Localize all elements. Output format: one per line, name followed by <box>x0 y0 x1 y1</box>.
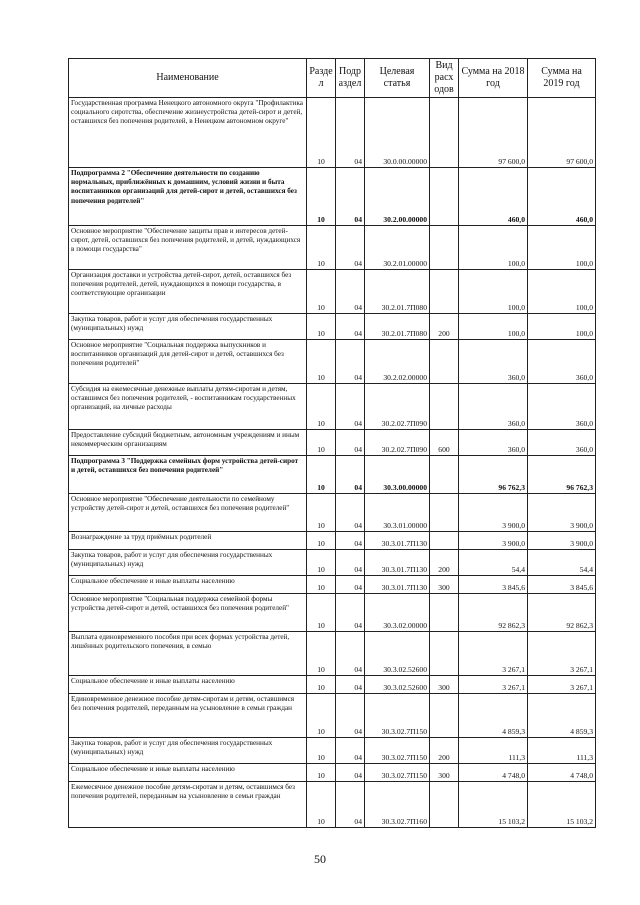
header-vid: Вид расх одов <box>430 59 459 98</box>
row-sum-2019: 100,0 <box>528 270 596 314</box>
row-razdel: 10 <box>307 550 336 576</box>
row-name: Основное мероприятие "Социальная поддержка семейной формы устройства детей-сирот и детей, оставшихся без попечения родителей" <box>69 594 307 632</box>
row-razdel: 10 <box>307 270 336 314</box>
row-name: Предоставление субсидий бюджетным, автономным учреждениям и иным некоммерческим организациям <box>69 430 307 456</box>
table-row <box>69 270 596 314</box>
table-body <box>69 98 596 828</box>
table-row <box>69 168 596 226</box>
row-name: Единовременное денежное пособие детям-сиротам и детям, оставшимся без попечения родителей, переданным на усыновление в семьи граждан <box>69 694 307 738</box>
table-row <box>69 550 596 576</box>
table-row <box>69 738 596 764</box>
header-razdel: Разде л <box>307 59 336 98</box>
row-sum-2018: 4 748,0 <box>459 764 528 782</box>
table-row <box>69 456 596 494</box>
row-podrazdel: 04 <box>336 340 365 384</box>
row-podrazdel: 04 <box>336 532 365 550</box>
row-sum-2018: 92 862,3 <box>459 594 528 632</box>
table-row <box>69 782 596 828</box>
row-sum-2018: 460,0 <box>459 168 528 226</box>
row-sum-2018: 54,4 <box>459 550 528 576</box>
row-name: Подпрограмма 3 "Поддержка семейных форм устройства детей-сирот и детей, оставшихся без попечения родителей" <box>69 456 307 494</box>
row-statya: 30.3.00.00000 <box>365 456 430 494</box>
row-statya: 30.2.02.7П090 <box>365 430 430 456</box>
row-podrazdel: 04 <box>336 314 365 340</box>
row-sum-2019: 3 267,1 <box>528 632 596 676</box>
row-name: Закупка товаров, работ и услуг для обеспечения государственных (муниципальных) нужд <box>69 314 307 340</box>
row-statya: 30.3.01.7П130 <box>365 550 430 576</box>
row-name: Основное мероприятие "Обеспечение деятельности по семейному устройству детей-сирот и детей, оставшихся без попечения родителей" <box>69 494 307 532</box>
table-row <box>69 594 596 632</box>
row-vid <box>430 494 459 532</box>
row-sum-2019: 3 845,6 <box>528 576 596 594</box>
row-vid <box>430 532 459 550</box>
row-razdel: 10 <box>307 632 336 676</box>
table-row <box>69 340 596 384</box>
row-vid <box>430 168 459 226</box>
row-statya: 30.2.01.00000 <box>365 226 430 270</box>
row-statya: 30.2.00.00000 <box>365 168 430 226</box>
table-row <box>69 98 596 168</box>
row-podrazdel: 04 <box>336 782 365 828</box>
row-sum-2019: 54,4 <box>528 550 596 576</box>
row-vid: 300 <box>430 764 459 782</box>
table-row <box>69 676 596 694</box>
row-sum-2018: 360,0 <box>459 384 528 430</box>
row-sum-2019: 96 762,3 <box>528 456 596 494</box>
row-vid <box>430 226 459 270</box>
row-razdel: 10 <box>307 738 336 764</box>
row-sum-2018: 100,0 <box>459 314 528 340</box>
row-vid <box>430 340 459 384</box>
header-podrazdel: Подр аздел <box>336 59 365 98</box>
row-name: Подпрограмма 2 "Обеспечение деятельности по созданию нормальных, приближённых к домашним, условий жизни и быта воспитанников организаций для детей-сирот и детей, оставшихся без попечения родителей" <box>69 168 307 226</box>
row-podrazdel: 04 <box>336 694 365 738</box>
row-vid: 300 <box>430 676 459 694</box>
row-razdel: 10 <box>307 576 336 594</box>
row-vid: 600 <box>430 430 459 456</box>
row-name: Организация доставки и устройства детей-сирот, детей, оставшихся без попечения родителей, детей, нуждающихся в помощи государства, в соответствующие организации <box>69 270 307 314</box>
row-sum-2019: 92 862,3 <box>528 594 596 632</box>
row-vid <box>430 384 459 430</box>
row-podrazdel: 04 <box>336 594 365 632</box>
row-vid <box>430 98 459 168</box>
row-sum-2018: 3 267,1 <box>459 632 528 676</box>
header-statya: Целевая статья <box>365 59 430 98</box>
row-vid <box>430 270 459 314</box>
row-podrazdel: 04 <box>336 494 365 532</box>
table-row <box>69 694 596 738</box>
row-sum-2019: 460,0 <box>528 168 596 226</box>
row-name: Социальное обеспечение и иные выплаты населению <box>69 576 307 594</box>
row-sum-2018: 3 900,0 <box>459 532 528 550</box>
row-statya: 30.2.02.00000 <box>365 340 430 384</box>
row-vid: 200 <box>430 314 459 340</box>
row-sum-2018: 360,0 <box>459 430 528 456</box>
row-vid <box>430 694 459 738</box>
row-name: Основное мероприятие "Обеспечение защиты прав и интересов детей-сирот, детей, оставшихся без попечения родителей, и детей, нуждающихся в помощи государства" <box>69 226 307 270</box>
row-sum-2018: 3 900,0 <box>459 494 528 532</box>
row-vid <box>430 632 459 676</box>
row-podrazdel: 04 <box>336 430 365 456</box>
row-sum-2018: 100,0 <box>459 226 528 270</box>
row-statya: 30.3.02.00000 <box>365 594 430 632</box>
row-sum-2019: 4 859,3 <box>528 694 596 738</box>
row-podrazdel: 04 <box>336 632 365 676</box>
row-statya: 30.3.01.7П130 <box>365 532 430 550</box>
row-sum-2018: 100,0 <box>459 270 528 314</box>
row-name: Основное мероприятие "Социальная поддержка выпускников и воспитанников организаций для детей-сирот и детей, оставшихся без попечения родителей" <box>69 340 307 384</box>
row-podrazdel: 04 <box>336 550 365 576</box>
row-statya: 30.0.00.00000 <box>365 98 430 168</box>
header-sum-2018: Сумма на 2018 год <box>459 59 528 98</box>
row-name: Социальное обеспечение и иные выплаты населению <box>69 764 307 782</box>
table-row <box>69 494 596 532</box>
row-razdel: 10 <box>307 226 336 270</box>
row-sum-2019: 4 748,0 <box>528 764 596 782</box>
row-vid: 300 <box>430 576 459 594</box>
row-razdel: 10 <box>307 764 336 782</box>
row-statya: 30.2.01.7П080 <box>365 270 430 314</box>
row-statya: 30.2.02.7П090 <box>365 384 430 430</box>
row-sum-2019: 15 103,2 <box>528 782 596 828</box>
row-vid <box>430 782 459 828</box>
row-razdel: 10 <box>307 384 336 430</box>
row-podrazdel: 04 <box>336 168 365 226</box>
row-name: Субсидия на ежемесячные денежные выплаты детям-сиротам и детям, оставшимся без попечения родителей, - воспитанникам государственных организаций, на личные расходы <box>69 384 307 430</box>
row-sum-2018: 111,3 <box>459 738 528 764</box>
row-sum-2019: 360,0 <box>528 384 596 430</box>
budget-table-sheet <box>68 58 595 828</box>
row-statya: 30.3.02.7П150 <box>365 738 430 764</box>
row-name: Социальное обеспечение и иные выплаты населению <box>69 676 307 694</box>
row-statya: 30.3.01.00000 <box>365 494 430 532</box>
row-sum-2019: 3 900,0 <box>528 532 596 550</box>
row-name: Выплата единовременного пособия при всех формах устройства детей, лишённых родительского попечения, в семью <box>69 632 307 676</box>
row-razdel: 10 <box>307 456 336 494</box>
table-header-row <box>69 59 596 98</box>
table-row <box>69 632 596 676</box>
row-sum-2018: 97 600,0 <box>459 98 528 168</box>
row-razdel: 10 <box>307 314 336 340</box>
row-statya: 30.3.02.7П160 <box>365 782 430 828</box>
header-name: Наименование <box>69 59 307 98</box>
row-name: Закупка товаров, работ и услуг для обеспечения государственных (муниципальных) нужд <box>69 738 307 764</box>
row-razdel: 10 <box>307 98 336 168</box>
row-razdel: 10 <box>307 782 336 828</box>
row-razdel: 10 <box>307 340 336 384</box>
row-razdel: 10 <box>307 494 336 532</box>
row-vid: 200 <box>430 738 459 764</box>
table-row <box>69 314 596 340</box>
row-name: Государственная программа Ненецкого автономного округа "Профилактика социального сиротства, обеспечение жизнеустройства детей-сирот и детей, оставшихся без попечения родителей, в Ненецком автономном округе" <box>69 98 307 168</box>
row-sum-2019: 360,0 <box>528 430 596 456</box>
row-podrazdel: 04 <box>336 384 365 430</box>
row-podrazdel: 04 <box>336 738 365 764</box>
row-podrazdel: 04 <box>336 456 365 494</box>
row-statya: 30.2.01.7П080 <box>365 314 430 340</box>
budget-table <box>68 58 596 828</box>
row-sum-2019: 3 267,1 <box>528 676 596 694</box>
row-sum-2019: 360,0 <box>528 340 596 384</box>
row-podrazdel: 04 <box>336 764 365 782</box>
row-razdel: 10 <box>307 168 336 226</box>
row-statya: 30.3.02.7П150 <box>365 694 430 738</box>
row-sum-2018: 3 267,1 <box>459 676 528 694</box>
row-vid <box>430 594 459 632</box>
row-statya: 30.3.02.52600 <box>365 676 430 694</box>
table-row <box>69 764 596 782</box>
row-sum-2019: 111,3 <box>528 738 596 764</box>
row-razdel: 10 <box>307 532 336 550</box>
table-row <box>69 576 596 594</box>
row-name: Ежемесячное денежное пособие детям-сиротам и детям, оставшимся без попечения родителей, переданным на усыновление в семьи граждан <box>69 782 307 828</box>
row-sum-2018: 360,0 <box>459 340 528 384</box>
row-statya: 30.3.02.7П150 <box>365 764 430 782</box>
table-row <box>69 430 596 456</box>
row-razdel: 10 <box>307 676 336 694</box>
row-podrazdel: 04 <box>336 226 365 270</box>
row-sum-2018: 96 762,3 <box>459 456 528 494</box>
table-row <box>69 384 596 430</box>
row-name: Вознаграждение за труд приёмных родителей <box>69 532 307 550</box>
row-podrazdel: 04 <box>336 98 365 168</box>
row-vid <box>430 456 459 494</box>
row-razdel: 10 <box>307 594 336 632</box>
row-sum-2019: 97 600,0 <box>528 98 596 168</box>
row-razdel: 10 <box>307 430 336 456</box>
row-name: Закупка товаров, работ и услуг для обеспечения государственных (муниципальных) нужд <box>69 550 307 576</box>
row-sum-2018: 3 845,6 <box>459 576 528 594</box>
row-sum-2018: 4 859,3 <box>459 694 528 738</box>
header-sum-2019: Сумма на 2019 год <box>528 59 596 98</box>
row-vid: 200 <box>430 550 459 576</box>
row-sum-2019: 100,0 <box>528 314 596 340</box>
row-statya: 30.3.01.7П130 <box>365 576 430 594</box>
row-razdel: 10 <box>307 694 336 738</box>
row-podrazdel: 04 <box>336 270 365 314</box>
row-podrazdel: 04 <box>336 676 365 694</box>
row-statya: 30.3.02.52600 <box>365 632 430 676</box>
row-sum-2018: 15 103,2 <box>459 782 528 828</box>
page-number: 50 <box>314 852 326 866</box>
table-row <box>69 226 596 270</box>
row-sum-2019: 3 900,0 <box>528 494 596 532</box>
row-podrazdel: 04 <box>336 576 365 594</box>
table-row <box>69 532 596 550</box>
row-sum-2019: 100,0 <box>528 226 596 270</box>
